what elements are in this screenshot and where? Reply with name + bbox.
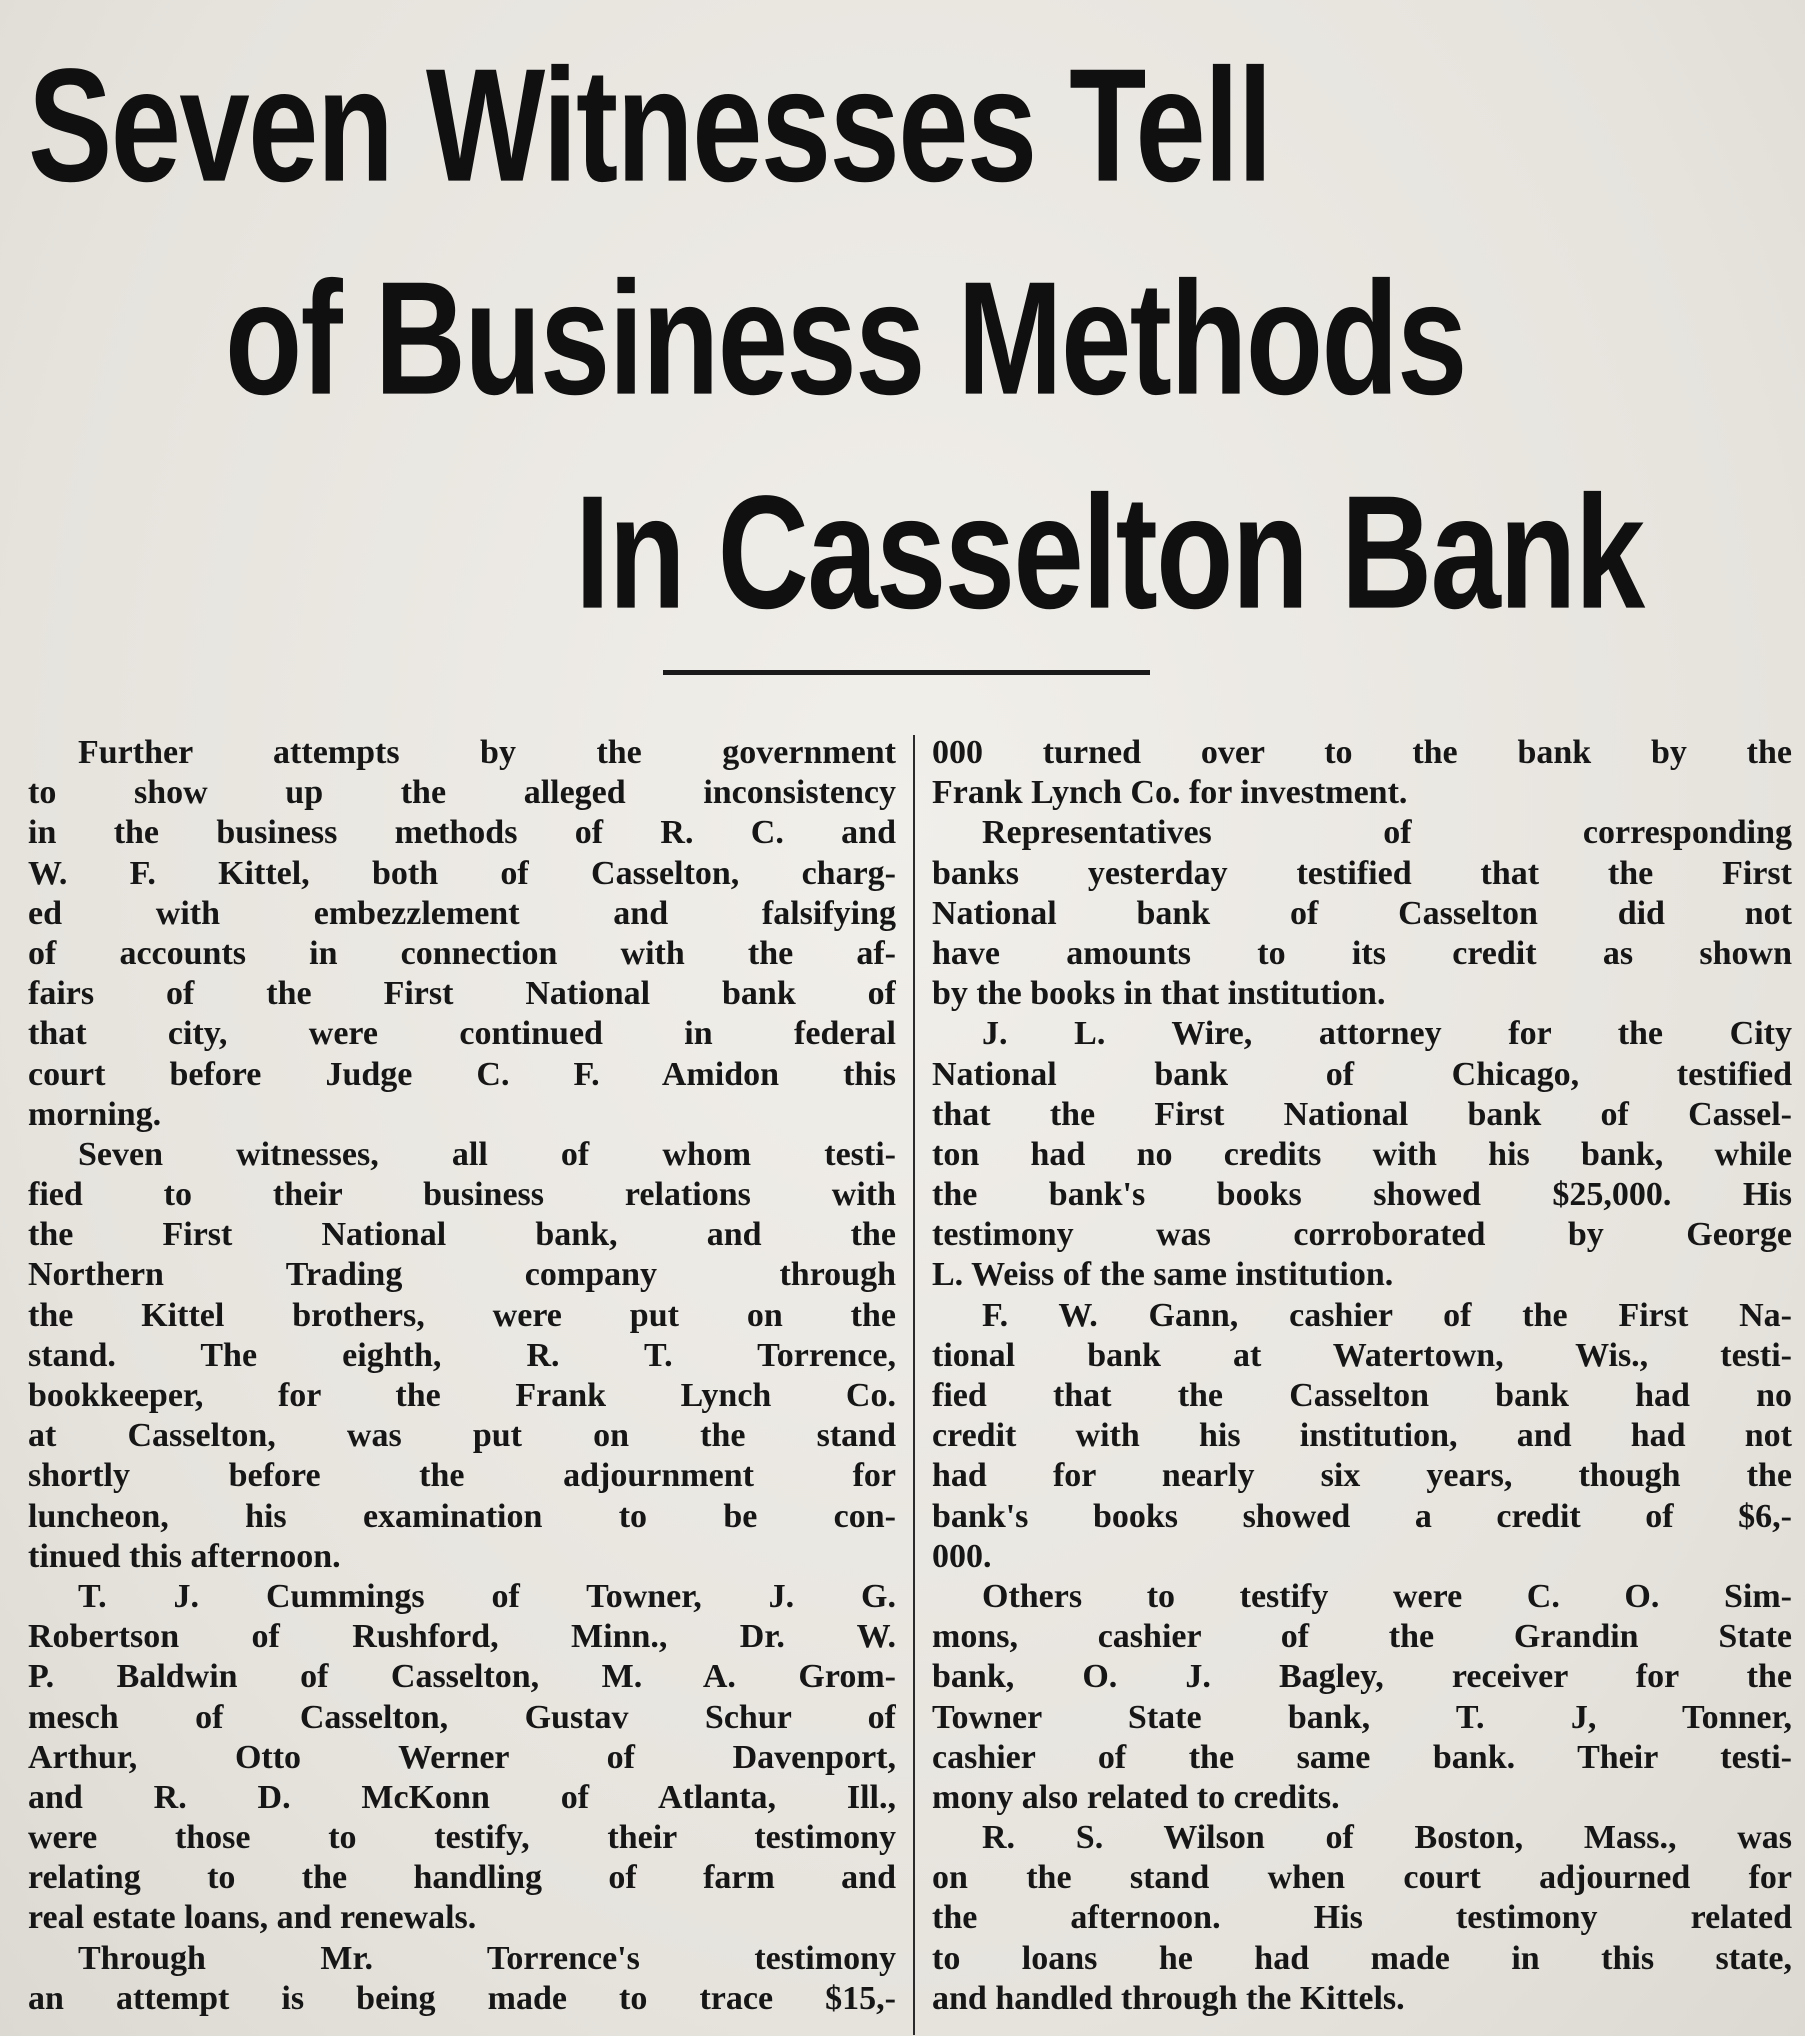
article-text-line: Further attempts by the government (78, 734, 896, 771)
article-column-left (28, 733, 896, 2019)
article-text-line: luncheon, his examination to be con- (28, 1497, 896, 1535)
article-text-line: bank's books showed a credit of $6,- (932, 1497, 1792, 1535)
article-text-line: National bank of Casselton did not (932, 894, 1792, 932)
article-text-line: had for nearly six years, though the (932, 1457, 1792, 1495)
article-text-line: fied that the Casselton bank had no (932, 1377, 1792, 1414)
article-text-line: and R. D. McKonn of Atlanta, Ill., (28, 1778, 896, 1816)
article-text-line: mony also related to credits. (932, 1778, 1340, 1816)
article-text-line: bookkeeper, for the Frank Lynch Co. (28, 1377, 896, 1414)
article-text-line: were those to testify, their testimony (28, 1819, 896, 1857)
article-text-line: an attempt is being made to trace $15,- (28, 1979, 896, 2017)
article-text-line: that city, were continued in federal (28, 1015, 896, 1053)
article-text-line: tinued this afternoon. (28, 1537, 341, 1575)
article-column-right (932, 733, 1792, 2019)
headline-line-1: Seven Witnesses Tell (28, 35, 1272, 216)
article-text-line: tional bank at Watertown, Wis., testi- (932, 1336, 1792, 1374)
article-text-line: Through Mr. Torrence's testimony (78, 1939, 896, 1977)
article-text-line: the First National bank, and the (28, 1216, 896, 1254)
article-text-line: of accounts in connection with the af- (28, 934, 896, 972)
article-text-line: mesch of Casselton, Gustav Schur of (28, 1698, 896, 1736)
article-text-line: credit with his institution, and had not (932, 1417, 1792, 1455)
article-text-line: L. Weiss of the same institution. (932, 1256, 1394, 1294)
article-text-line: Others to testify were C. O. Sim- (982, 1577, 1792, 1615)
article-text-line: ton had no credits with his bank, while (932, 1135, 1792, 1173)
article-text-line: Seven witnesses, all of whom testi- (78, 1135, 896, 1173)
article-text-line: 000. (932, 1537, 992, 1575)
article-text-line: and handled through the Kittels. (932, 1979, 1405, 2017)
article-text-line: Robertson of Rushford, Minn., Dr. W. (28, 1618, 896, 1656)
article-text-line: T. J. Cummings of Towner, J. G. (78, 1577, 896, 1615)
article-text-line: P. Baldwin of Casselton, M. A. Grom- (28, 1658, 896, 1696)
article-text-line: have amounts to its credit as shown (932, 934, 1792, 972)
article-text-line: at Casselton, was put on the stand (28, 1417, 896, 1455)
article-text-line: court before Judge C. F. Amidon this (28, 1055, 896, 1093)
article-text-line: R. S. Wilson of Boston, Mass., was (982, 1819, 1792, 1857)
article-text-line: bank, O. J. Bagley, receiver for the (932, 1658, 1792, 1696)
article-text-line: to show up the alleged inconsistency (28, 774, 896, 812)
article-text-line: the bank's books showed $25,000. His (932, 1176, 1792, 1214)
article-text-line: Frank Lynch Co. for investment. (932, 774, 1408, 812)
article-text-line: W. F. Kittel, both of Casselton, charg- (28, 854, 896, 892)
article-text-line: shortly before the adjournment for (28, 1457, 896, 1495)
article-text-line: F. W. Gann, cashier of the First Na- (982, 1296, 1792, 1334)
article-text-line: the Kittel brothers, were put on the (28, 1296, 896, 1334)
article-text-line: by the books in that institution. (932, 975, 1386, 1013)
column-divider-rule (913, 735, 915, 2035)
article-text-line: Northern Trading company through (28, 1256, 896, 1294)
article-text-line: that the First National bank of Cassel- (932, 1095, 1792, 1133)
article-text-line: fied to their business relations with (28, 1176, 896, 1214)
headline-line-2: of Business Methods (225, 248, 1466, 429)
headline-line-3: In Casselton Bank (575, 462, 1644, 643)
article-text-line: National bank of Chicago, testified (932, 1055, 1792, 1093)
article-text-line: to loans he had made in this state, (932, 1939, 1792, 1977)
article-text-line: morning. (28, 1095, 162, 1133)
article-text-line: in the business methods of R. C. and (28, 814, 896, 852)
article-text-line: Towner State bank, T. J, Tonner, (932, 1698, 1792, 1736)
article-text-line: Representatives of corresponding (982, 814, 1792, 852)
article-text-line: fairs of the First National bank of (28, 975, 896, 1013)
article-text-line: J. L. Wire, attorney for the City (982, 1015, 1792, 1053)
article-text-line: stand. The eighth, R. T. Torrence, (28, 1336, 896, 1374)
article-text-line: cashier of the same bank. Their testi- (932, 1738, 1792, 1776)
article-text-line: banks yesterday testified that the First (932, 854, 1792, 892)
article-text-line: on the stand when court adjourned for (932, 1859, 1792, 1897)
article-text-line: real estate loans, and renewals. (28, 1899, 477, 1937)
article-text-line: the afternoon. His testimony related (932, 1899, 1792, 1937)
article-text-line: mons, cashier of the Grandin State (932, 1618, 1792, 1656)
headline-divider-rule (663, 670, 1150, 675)
article-text-line: Arthur, Otto Werner of Davenport, (28, 1738, 896, 1776)
article-text-line: ed with embezzlement and falsifying (28, 894, 896, 932)
article-text-line: testimony was corroborated by George (932, 1216, 1792, 1254)
article-text-line: relating to the handling of farm and (28, 1859, 896, 1897)
article-text-line: 000 turned over to the bank by the (932, 734, 1792, 771)
